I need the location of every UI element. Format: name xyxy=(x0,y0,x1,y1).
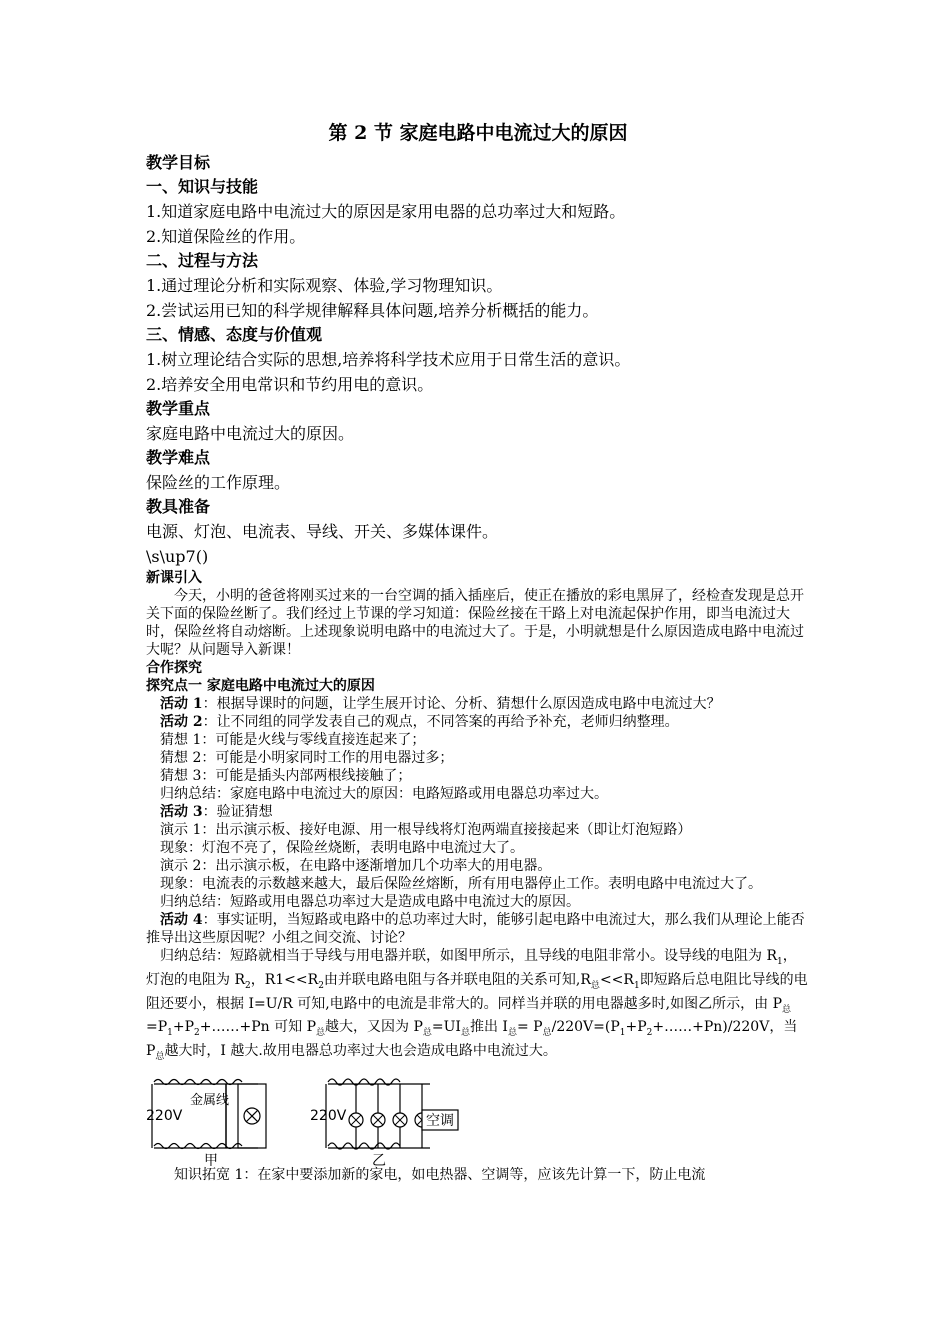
summary-3: 归纳总结：短路就相当于导线与用电器并联，如图甲所示，且导线的电阻非常小。设导线的电阻为 $R_1$，灯泡的电阻为 $R_2$，$R1<<R_2$由并联电路电阻与各并联电阻的关系可知$,R_总<<R_1$即短路后总电阻比导线的电阻还要小，根据 I=U/R 可知,电路中的电流是非常大的。同样当并联的用电器越多时,如图乙所示，由 $P_总=P_1+P_2+\dots\dots+Pn$ 可知 $P_总$越大，又因为 $P_总=UI_总$推出 $I_总=$ $P_总/220V=(P_1+P_2+\dots\dots+Pn)/220V$，当 $P_总$越大时，I 越大.故用电器总功率过大也会造成电路中电流过大。 xyxy=(146,948,808,1062)
coop-heading: 合作探究 xyxy=(146,660,202,676)
activity-1: 活动 1：根据导课时的问题，让学生展开讨论、分析、猜想什么原因造成电路中电流过大？ xyxy=(160,696,721,712)
section2-item: 1.通过理论分析和实际观察、体验,学习物理知识。 xyxy=(146,276,503,295)
circuit-figure-a xyxy=(146,1079,266,1166)
summary-1: 归纳总结：家庭电路中电流过大的原因：电路短路或用电器总功率过大。 xyxy=(160,786,608,802)
explore-heading: 探究点一 家庭电路中电流过大的原因 xyxy=(146,678,375,694)
section3-heading: 三、情感、态度与价值观 xyxy=(146,325,323,344)
extension-1: 知识拓宽 1：在家中要添加新的家电，如电热器、空调等，应该先计算一下，防止电流 xyxy=(174,1166,706,1183)
figure-label-b: 乙 xyxy=(372,1152,386,1166)
section1-item: 1.知道家庭电路中电流过大的原因是家用电器的总功率过大和短路。 xyxy=(146,202,626,221)
circuit-figures xyxy=(146,1074,810,1166)
phenomenon-2: 现象：电流表的示数越来越大，最后保险丝熔断，所有用电器停止工作。表明电路中电流过大了。 xyxy=(160,876,762,892)
guess-1: 猜想 1：可能是火线与零线直接连起来了； xyxy=(160,732,426,748)
circuit-diagram-svg xyxy=(146,1074,810,1166)
ac-label: 空调 xyxy=(426,1112,454,1129)
activity-4: 活动 4：事实证明，当短路或电路中的总功率过大时，能够引起电路中电流过大，那么我们从理论上能否推导出这些原因呢？小组之间交流、讨论？ xyxy=(146,912,805,946)
guess-3: 猜想 3：可能是插头内部两根线接触了； xyxy=(160,768,412,784)
intro-text: 今天，小明的爸爸将刚买过来的一台空调的插入插座后，使正在播放的彩电黑屏了，经检查发现是总开关下面的保险丝断了。我们经过上节课的学习知道：保险丝接在干路上对电流起保护作用，即当电流过大时，保险丝将自动熔断。上述现象说明电路中的电流过大了。于是，小明就想是什么原因造成电路中电流过大呢？从问题导入新课！ xyxy=(146,588,804,658)
document-page xyxy=(146,118,810,1184)
demo-2: 演示 2：出示演示板，在电路中逐渐增加几个功率大的用电器。 xyxy=(160,858,552,874)
section2-heading: 二、过程与方法 xyxy=(146,251,259,270)
guess-2: 猜想 2：可能是小明家同时工作的用电器过多； xyxy=(160,750,454,766)
objectives-heading: 教学目标 xyxy=(146,153,211,172)
key-heading: 教学重点 xyxy=(146,399,211,418)
activity-label: 活动 3 xyxy=(160,804,203,820)
tools-text: 电源、灯泡、电流表、导线、开关、多媒体课件。 xyxy=(146,522,499,541)
phenomenon-1: 现象：灯泡不亮了，保险丝烧断，表明电路中电流过大了。 xyxy=(160,840,524,856)
circuit-figure-b xyxy=(310,1079,458,1166)
activity-2: 活动 2：让不同组的同学发表自己的观点，不同答案的再给予补充，老师归纳整理。 xyxy=(160,714,679,730)
voltage-label: 220V xyxy=(146,1107,183,1124)
activity-label: 活动 2 xyxy=(160,714,203,730)
page-title: 第 2 节 家庭电路中电流过大的原因 xyxy=(328,122,628,144)
activity-3: 活动 3：验证猜想 xyxy=(160,804,273,820)
demo-1: 演示 1：出示演示板、接好电源、用一根导线将灯泡两端直接接起来（即让灯泡短路） xyxy=(160,822,692,838)
intro-heading: 新课引入 xyxy=(146,570,202,586)
section1-heading: 一、知识与技能 xyxy=(146,177,259,196)
field-code: \s\up7() xyxy=(146,547,209,566)
voltage-label: 220V xyxy=(310,1107,347,1124)
section3-item: 1.树立理论结合实际的思想,培养将科学技术应用于日常生活的意识。 xyxy=(146,350,631,369)
key-text: 家庭电路中电流过大的原因。 xyxy=(146,424,355,443)
activity-label: 活动 4 xyxy=(160,912,203,928)
section2-item: 2.尝试运用已知的科学规律解释具体问题,培养分析概括的能力。 xyxy=(146,301,599,320)
difficulty-text: 保险丝的工作原理。 xyxy=(146,473,291,492)
activity-label: 活动 1 xyxy=(160,696,203,712)
summary-2: 归纳总结：短路或用电器总功率过大是造成电路中电流过大的原因。 xyxy=(160,894,580,910)
section3-item: 2.培养安全用电常识和节约用电的意识。 xyxy=(146,375,434,394)
section1-item: 2.知道保险丝的作用。 xyxy=(146,227,306,246)
difficulty-heading: 教学难点 xyxy=(146,448,211,467)
tools-heading: 教具准备 xyxy=(146,497,211,516)
figure-label-a: 甲 xyxy=(204,1152,218,1166)
wire-label: 金属线 xyxy=(190,1092,230,1108)
